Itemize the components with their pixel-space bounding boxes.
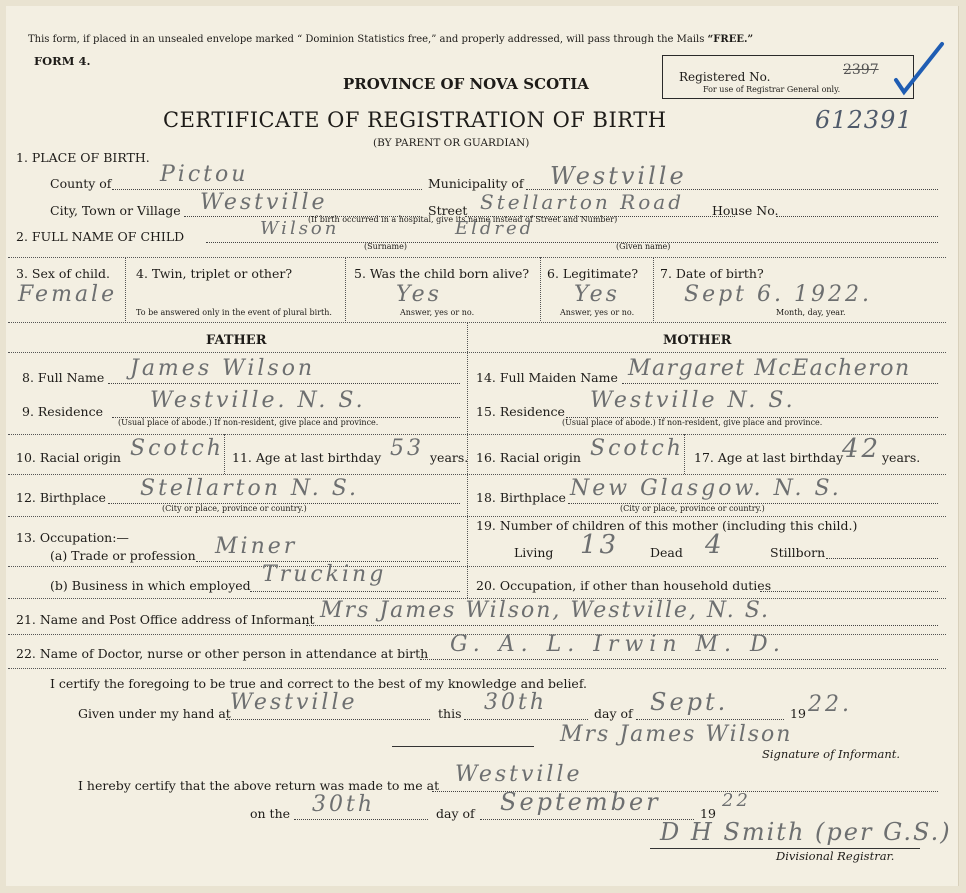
row-divider [8, 668, 946, 669]
page-title: CERTIFICATE OF REGISTRATION OF BIRTH [163, 108, 667, 132]
registered-number-box [662, 55, 914, 99]
row-divider [8, 434, 946, 435]
legitimate-label: 6. Legitimate? [547, 266, 639, 281]
born-alive-note: Answer, yes or no. [400, 308, 475, 317]
col-divider [540, 257, 541, 321]
row-divider [8, 474, 946, 475]
given-place-value: Westville [230, 690, 358, 715]
mother-residence-note: (Usual place of abode.) If non-resident, give place and province. [562, 418, 823, 427]
mother-birthplace-label: 18. Birthplace [476, 490, 566, 505]
informant-value: Mrs James Wilson, Westville, N. S. [320, 598, 771, 623]
given-name-caption: (Given name) [616, 242, 671, 251]
street-label: Street [428, 203, 468, 218]
legitimate-value: Yes [574, 282, 620, 307]
given-month-line [636, 719, 784, 720]
occupation-label: 13. Occupation:— [16, 530, 129, 545]
father-years-label: years. [430, 450, 469, 465]
registrar-day-of-label: day of [436, 806, 475, 821]
registrar-signature: D H Smith (per G.S.) [660, 818, 952, 846]
stillborn-label: Stillborn [770, 545, 826, 560]
father-racial-label: 10. Racial origin [16, 450, 121, 465]
col-divider [684, 434, 685, 474]
child-given-name-value: Eldred [455, 218, 535, 239]
registrar-use-note: For use of Registrar General only. [703, 85, 841, 94]
business-value: Trucking [262, 562, 387, 587]
mother-age-label: 17. Age at last birthday [694, 450, 844, 465]
form-number: FORM 4. [34, 54, 91, 68]
father-age-label: 11. Age at last birthday [232, 450, 382, 465]
child-name-line [206, 242, 938, 243]
row-divider [8, 566, 946, 567]
father-residence-note: (Usual place of abode.) If non-resident, give place and province. [118, 418, 379, 427]
house-number-line [776, 216, 938, 217]
born-alive-value: Yes [396, 282, 442, 307]
given-day-line [464, 719, 588, 720]
col-divider [125, 257, 126, 321]
row-divider [8, 352, 946, 353]
mother-years-label: years. [882, 450, 921, 465]
sex-label: 3. Sex of child. [16, 266, 111, 281]
registrar-day-line [294, 819, 428, 820]
trade-value: Miner [215, 534, 298, 559]
mother-racial-label: 16. Racial origin [476, 450, 581, 465]
surname-caption: (Surname) [364, 242, 407, 251]
father-name-label: 8. Full Name [22, 370, 105, 385]
given-label: Given under my hand at [78, 706, 231, 721]
doctor-label: 22. Name of Doctor, nurse or other person in attendance at birth [16, 646, 429, 661]
registrar-month-value: September [500, 788, 661, 816]
father-heading: FATHER [206, 333, 267, 348]
certify-text: I certify the foregoing to be true and correct to the best of my knowledge and belief. [50, 676, 587, 691]
registrar-on-the-label: on the [250, 806, 291, 821]
given-day-of-label: day of [594, 706, 633, 721]
father-birthplace-note: (City or place, province or country.) [162, 504, 307, 513]
mother-occupation-label: 20. Occupation, if other than household duties [476, 578, 772, 593]
province-heading: PROVINCE OF NOVA SCOTIA [343, 75, 589, 93]
father-residence-label: 9. Residence [22, 404, 103, 419]
page-subtitle: (BY PARENT OR GUARDIAN) [373, 137, 530, 149]
sex-value: Female [18, 282, 118, 307]
children-count-label: 19. Number of children of this mother (including this child.) [476, 518, 858, 533]
dead-label: Dead [650, 545, 683, 560]
mother-residence-label: 15. Residence [476, 404, 565, 419]
child-name-label: 2. FULL NAME OF CHILD [16, 229, 185, 244]
mother-heading: MOTHER [663, 333, 732, 348]
mother-birthplace-value: New Glasgow. N. S. [570, 476, 842, 501]
father-birthplace-label: 12. Birthplace [16, 490, 106, 505]
mother-residence-value: Westville N. S. [590, 388, 796, 413]
doctor-value: G. A. L. Irwin M. D. [450, 632, 786, 657]
father-birthplace-value: Stellarton N. S. [140, 476, 359, 501]
city-value: Westville [200, 190, 328, 215]
col-divider [653, 257, 654, 321]
father-name-value: James Wilson [130, 356, 316, 381]
registered-no-value: 2397 [843, 62, 879, 78]
row-divider [8, 516, 946, 517]
house-number-label: House No. [712, 203, 779, 218]
father-age-value: 53 [390, 436, 424, 461]
stillborn-line [826, 558, 938, 559]
given-year-prefix: 19 [790, 706, 806, 721]
registrar-caption: Divisional Registrar. [776, 849, 895, 863]
father-racial-value: Scotch [130, 436, 224, 461]
mother-age-value: 42 [842, 434, 882, 464]
municipality-value: Westville [550, 162, 687, 190]
municipality-label: Municipality of [428, 176, 524, 191]
place-of-birth-heading: 1. PLACE OF BIRTH. [16, 150, 150, 165]
signature-rule [392, 746, 534, 747]
child-surname-value: Wilson [260, 218, 340, 239]
father-residence-value: Westville. N. S. [150, 388, 366, 413]
living-label: Living [514, 545, 554, 560]
legitimate-note: Answer, yes or no. [560, 308, 635, 317]
blue-check-mark-icon [890, 40, 950, 100]
informant-signature: Mrs James Wilson [560, 722, 793, 747]
col-divider [224, 434, 225, 474]
row-divider-top [8, 257, 946, 258]
county-value: Pictou [160, 162, 249, 187]
mother-racial-value: Scotch [590, 436, 684, 461]
mother-occupation-line [760, 591, 938, 592]
twin-note: To be answered only in the event of plural birth. [136, 308, 332, 317]
given-this-label: this [438, 706, 462, 721]
row-divider [8, 322, 946, 323]
informant-label: 21. Name and Post Office address of Informant [16, 612, 315, 627]
given-month-value: Sept. [650, 688, 729, 716]
mother-name-line [622, 383, 938, 384]
given-year-value: 22. [808, 692, 852, 717]
registrar-place-value: Westville [455, 762, 583, 787]
col-divider [345, 257, 346, 321]
dob-value: Sept 6. 1922. [684, 282, 872, 307]
informant-signature-caption: Signature of Informant. [762, 747, 901, 761]
father-name-line [108, 383, 460, 384]
mother-name-value: Margaret McEacheron [628, 356, 911, 381]
registrar-day-value: 30th [312, 792, 376, 817]
living-value: 13 [580, 530, 620, 560]
street-value: Stellarton Road [480, 190, 684, 214]
registrar-year-value: 22 [722, 790, 751, 811]
doctor-line [420, 659, 938, 660]
handwritten-certificate-number: 612391 [815, 106, 913, 134]
registered-no-label: Registered No. [679, 70, 771, 84]
given-day-value: 30th [484, 690, 548, 715]
registrar-certify-text: I hereby certify that the above return was made to me at [78, 778, 440, 793]
hospital-note: (If birth occurred in a hospital, give its name instead of Street and Number) [308, 215, 618, 224]
county-label: County of [50, 176, 112, 191]
given-place-line [226, 719, 430, 720]
born-alive-label: 5. Was the child born alive? [354, 266, 530, 281]
mail-notice-text: This form, if placed in an unsealed envelope marked “ Dominion Statistics free,” and properly addressed, will pass through the Mails [28, 34, 705, 45]
city-label: City, Town or Village [50, 203, 181, 218]
informant-line [306, 625, 938, 626]
twin-label: 4. Twin, triplet or other? [136, 266, 293, 281]
dob-note: Month, day, year. [776, 308, 846, 317]
dob-label: 7. Date of birth? [660, 266, 764, 281]
mail-notice-free: “FREE.” [707, 34, 754, 45]
mother-name-label: 14. Full Maiden Name [476, 370, 618, 385]
trade-label: (a) Trade or profession [50, 548, 196, 563]
business-line [250, 591, 460, 592]
registrar-year-prefix: 19 [700, 806, 716, 821]
mother-birthplace-note: (City or place, province or country.) [620, 504, 765, 513]
dead-value: 4 [705, 530, 725, 560]
mail-notice [28, 34, 753, 45]
business-label: (b) Business in which employed [50, 578, 251, 593]
